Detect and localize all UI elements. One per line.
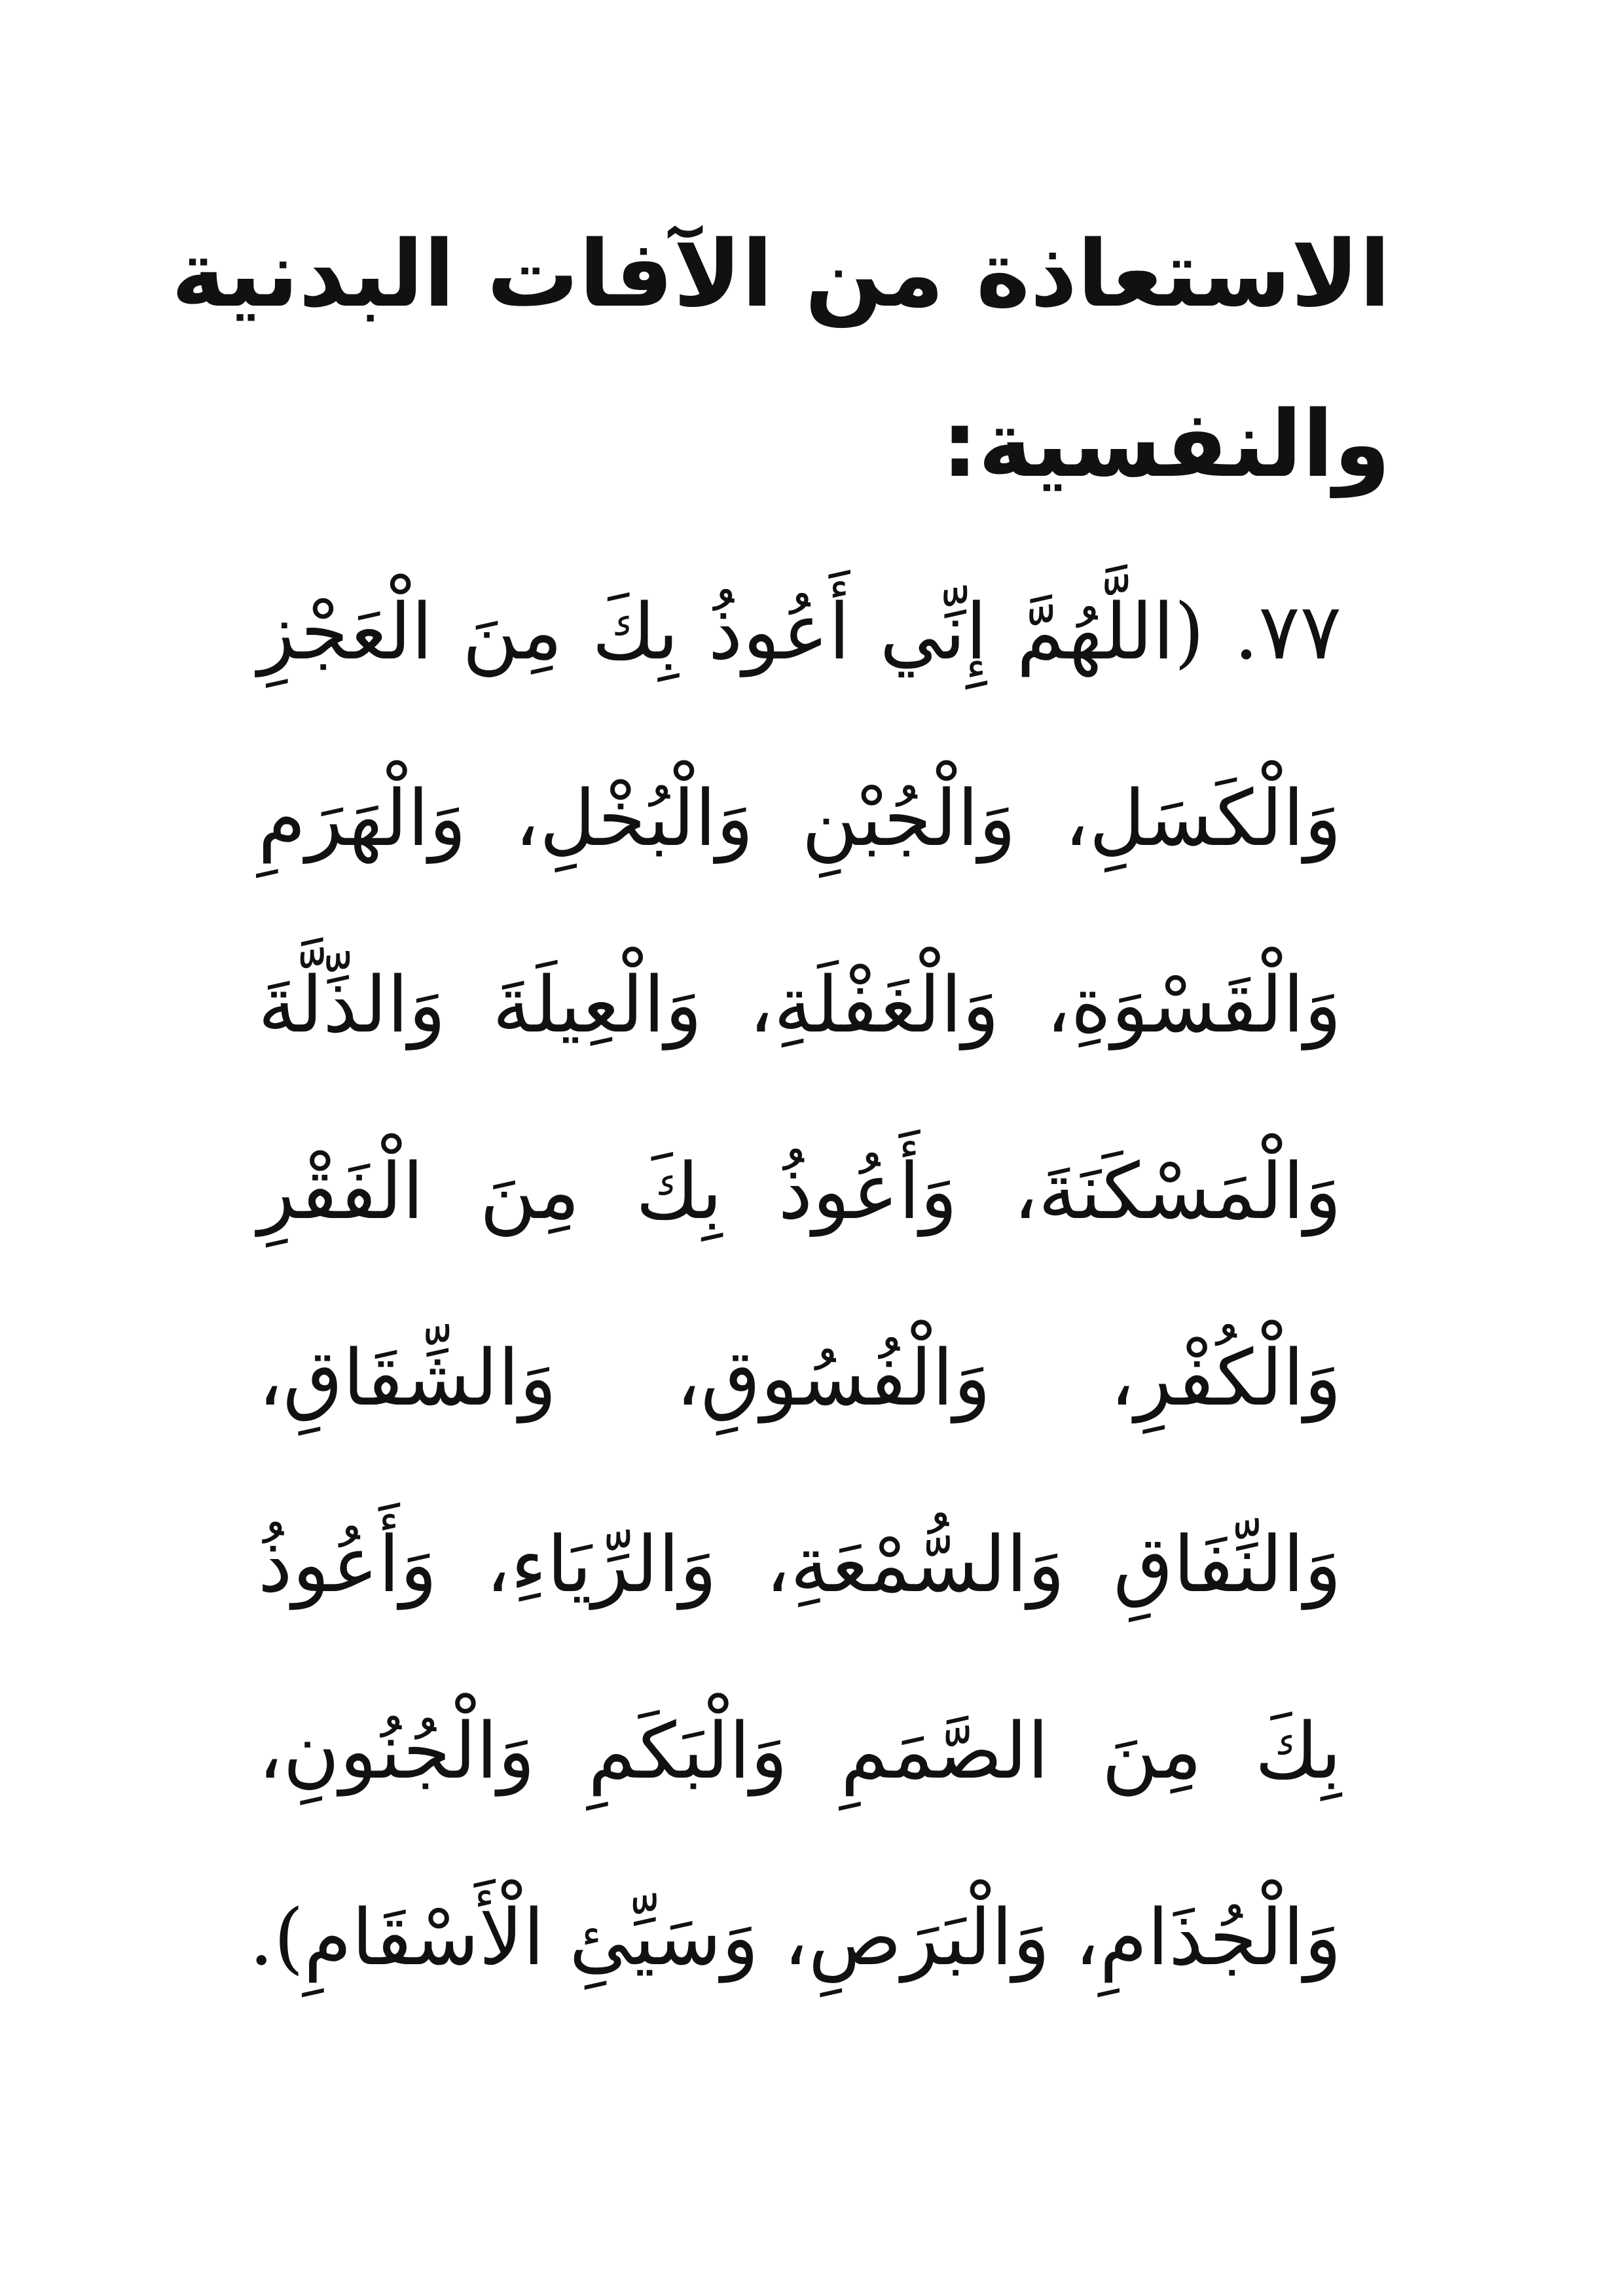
dua-line-4: وَالْمَسْكَنَةَ، وَأَعُوذُ بِكَ مِنَ الْفَقْرِ bbox=[258, 1146, 1341, 1236]
dua-line-5: وَالْكُفْرِ، وَالْفُسُوقِ، وَالشِّقَاقِ، bbox=[258, 1333, 1341, 1423]
dua-line-1: ٧٧. (اللَّهُمَّ إِنِّي أَعُوذُ بِكَ مِنَ الْعَجْزِ bbox=[258, 586, 1341, 677]
dua-line-3: وَالْقَسْوَةِ، وَالْغَفْلَةِ، وَالْعِيلَةَ وَالذِّلَّةَ bbox=[258, 960, 1341, 1050]
dua-line-8: وَالْجُذَامِ، وَالْبَرَصِ، وَسَيِّئِ الْأَسْقَامِ). bbox=[249, 1892, 1341, 1982]
section-heading-line-1: الاستعاذة من الآفات البدنية bbox=[171, 221, 1391, 328]
dua-line-7: بِكَ مِنَ الصَّمَمِ وَالْبَكَمِ وَالْجُنُونِ، bbox=[258, 1706, 1341, 1796]
dua-line-6: وَالنِّفَاقِ وَالسُّمْعَةِ، وَالرِّيَاءِ، وَأَعُوذُ bbox=[258, 1519, 1341, 1609]
dua-line-2: وَالْكَسَلِ، وَالْجُبْنِ وَالْبُخْلِ، وَالْهَرَمِ bbox=[258, 773, 1341, 863]
section-heading-line-2: والنفسية: bbox=[941, 391, 1391, 498]
